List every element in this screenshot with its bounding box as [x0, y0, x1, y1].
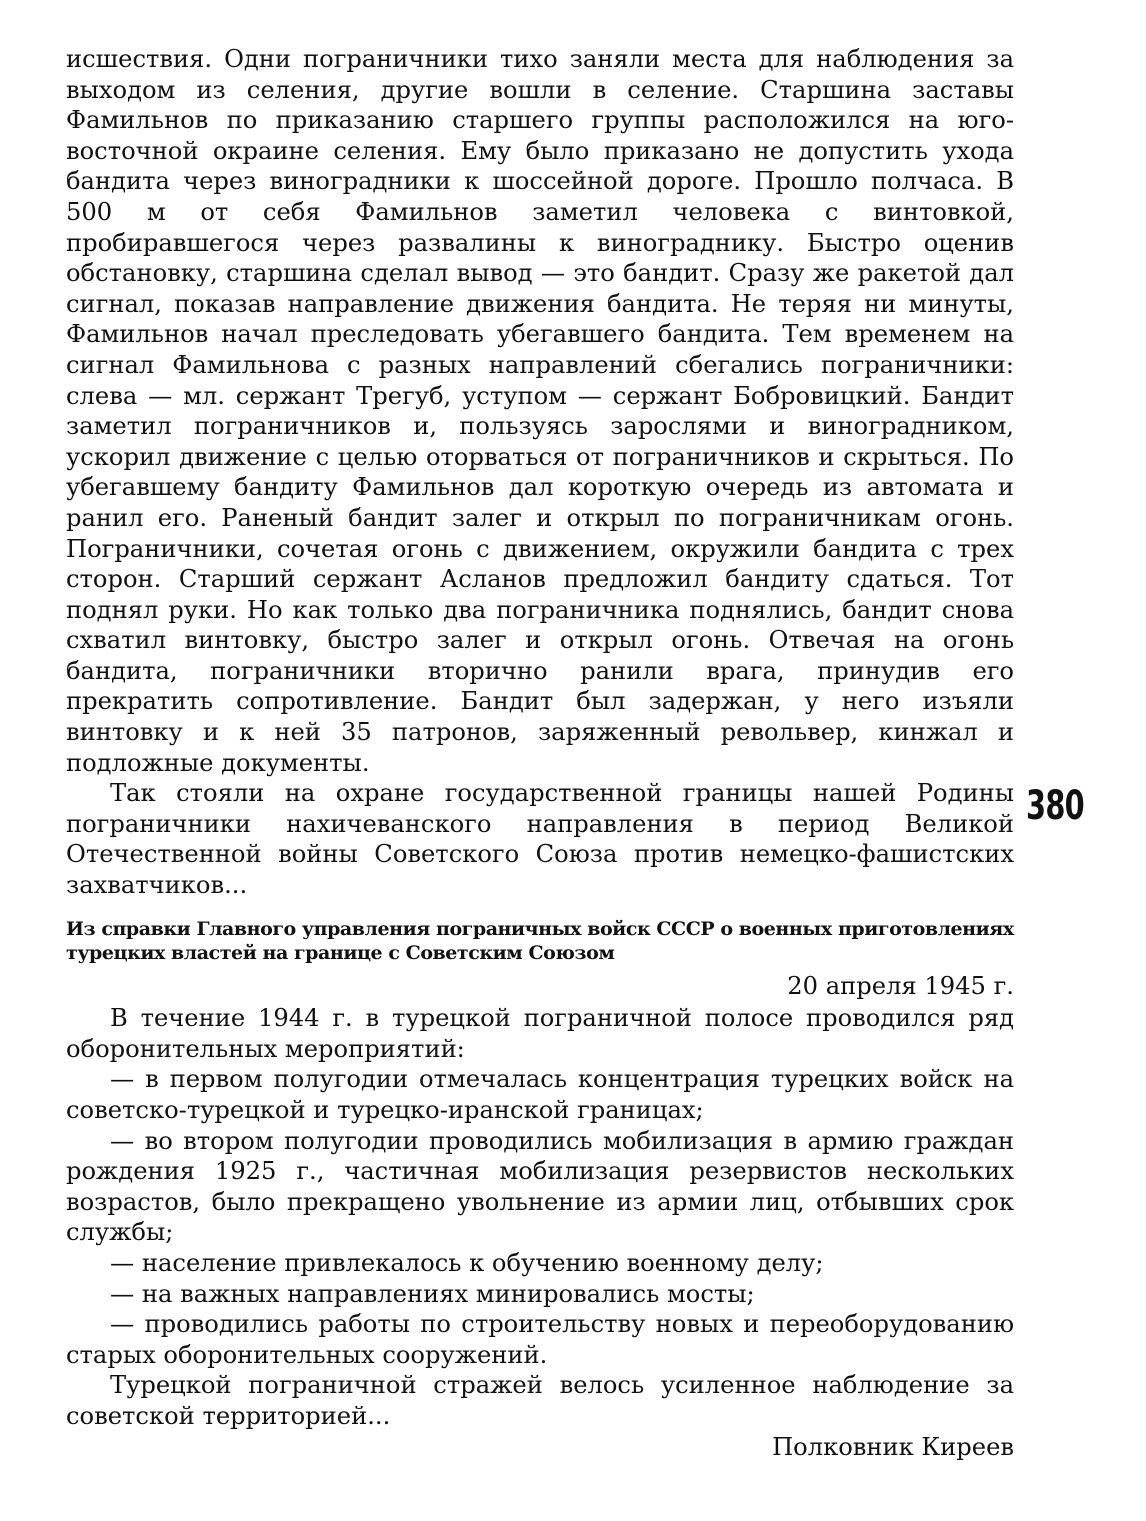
final-paragraph: Турецкой пограничной стражей велось усиленное наблюдение за советской территорией... [66, 1371, 1014, 1430]
list-item: — на важных направлениях минировались мосты; [110, 1279, 755, 1308]
signature: Полковник Киреев [772, 1432, 1014, 1461]
closing-paragraph: Так стояли на охране государственной границы нашей Родины пограничники нахичеванского направления в период Великой Отечественной войны Советского Союза против немецко-фашистских захватчиков... [66, 779, 1014, 900]
intro-paragraph: В течение 1944 г. в турецкой пограничной полосе проводился ряд оборонительных мероприятий: [66, 1004, 1014, 1063]
list-item: — проводились работы по строительству новых и переоборудованию старых оборонительных сооружений. [66, 1310, 1014, 1369]
document-page [66, 44, 1014, 1462]
document-date: 20 апреля 1945 г. [787, 971, 1014, 1000]
list-item: — во втором полугодии проводились мобилизация в армию граждан рождения 1925 г., частичная мобилизация резервистов нескольких возрастов, было прекращено увольнение из армии лиц, отбывших срок службы; [66, 1126, 1014, 1247]
list-item: — население привлекалось к обучению военному делу; [110, 1248, 824, 1277]
list-item: — в первом полугодии отмечалась концентрация турецких войск на советско-турецкой и турецко-иранской границах; [66, 1065, 1014, 1124]
document-number: 380 [1026, 783, 1084, 829]
document-heading: Из справки Главного управления пограничных войск СССР о военных приготовлениях турецких властей на границе с Советским Союзом [66, 917, 1014, 964]
continuation-paragraph: исшествия. Одни пограничники тихо заняли места для наблюдения за выходом из селения, другие вошли в селение. Старшина заставы Фамильнов по приказанию старшего группы расположился на юго-восточной окраине селения. Ему было приказано не допустить ухода бандита через виноградники к шоссейной дороге. Прошло полчаса. В 500 м от себя Фамильнов заметил человека с винтовкой, пробиравшегося через развалины к винограднику. Быстро оценив обстановку, старшина сделал вывод — это бандит. Сразу же ракетой дал сигнал, показав направление движения бандита. Не теряя ни минуты, Фамильнов начал преследовать убегавшего бандита. Тем временем на сигнал Фамильнова с разных направлений сбегались пограничники: слева — мл. сержант Трегуб, уступом — сержант Бобровицкий. Бандит заметил пограничников и, пользуясь зарослями и виноградником, ускорил движение с целью оторваться от пограничников и скрыться. По убегавшему бандиту Фамильнов дал короткую очередь из автомата и ранил его. Раненый бандит залег и открыл по пограничникам огонь. Пограничники, сочетая огонь с движением, окружили бандита с трех сторон. Старший сержант Асланов предложил бандиту сдаться. Тот поднял руки. Но как только два пограничника поднялись, бандит снова схватил винтовку, быстро залег и открыл огонь. Отвечая на огонь бандита, пограничники вторично ранили врага, принудив его прекратить сопротивление. Бандит был задержан, у него изъяли винтовку и к ней 35 патронов, заряженный револьвер, кинжал и подложные документы. [66, 45, 1014, 777]
